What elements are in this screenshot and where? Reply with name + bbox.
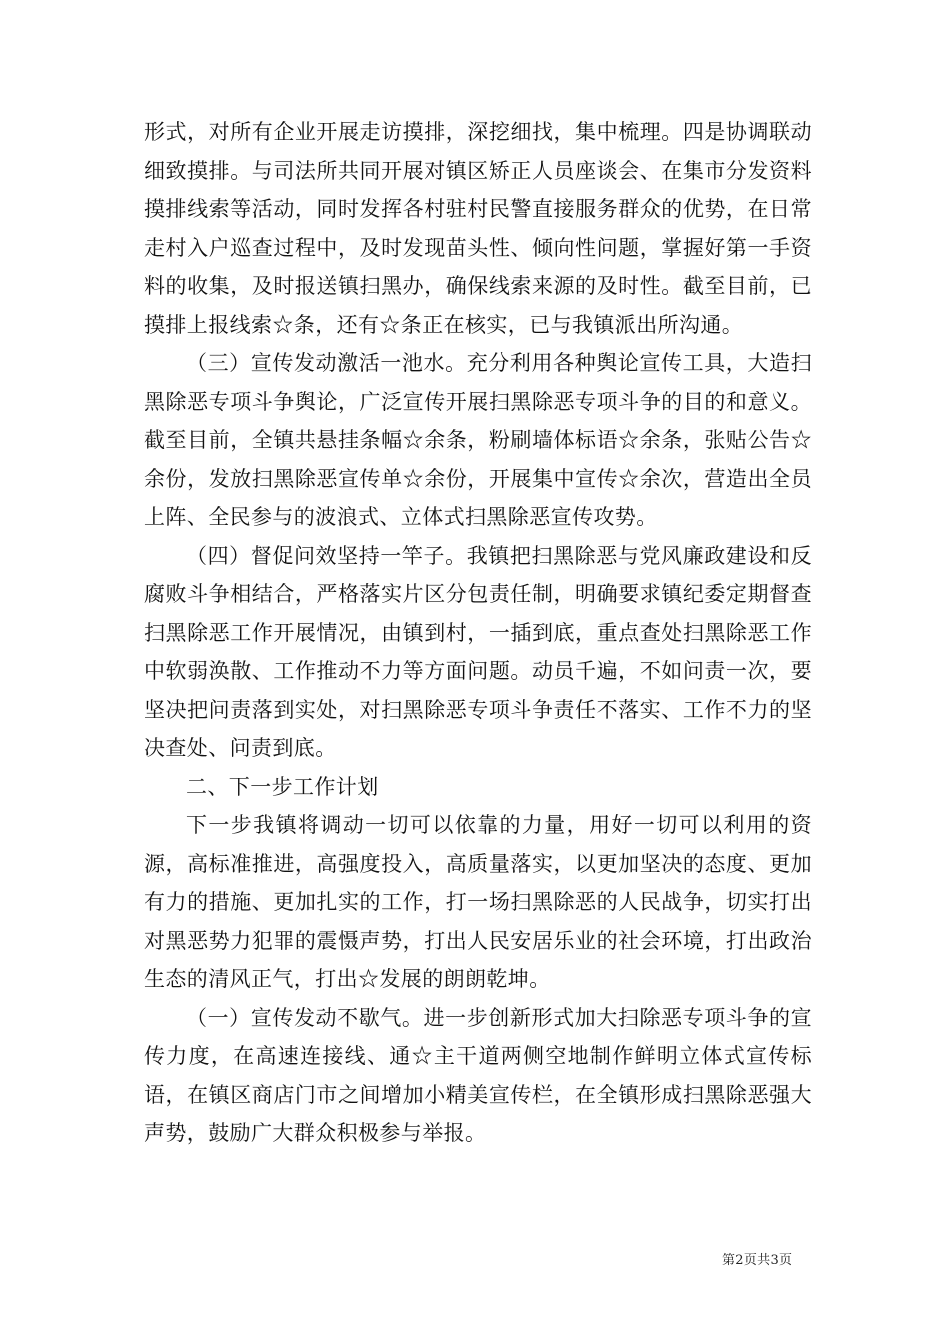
document-body — [144, 113, 812, 1153]
paragraph-publicity: （三）宣传发动激活一池水。充分利用各种舆论宣传工具，大造扫黑除恶专项斗争舆论，广泛宣传开展扫黑除恶专项斗争的目的和意义。截至目前，全镇共悬挂条幅☆余条，粉刷墙体标语☆余条，张贴公告☆余份，发放扫黑除恶宣传单☆余份，开展集中宣传☆余次，营造出全员上阵、全民参与的波浪式、立体式扫黑除恶宣传攻势。 — [144, 351, 812, 529]
paragraph-publicity-plan: （一）宣传发动不歇气。进一步创新形式加大扫除恶专项斗争的宣传力度，在高速连接线、通☆主干道两侧空地制作鲜明立体式宣传标语，在镇区商店门市之间增加小精美宣传栏，在全镇形成扫黑除恶强大声势，鼓励广大群众积极参与举报。 — [144, 1005, 812, 1145]
page-number: 第2页共3页 — [722, 1253, 793, 1268]
paragraph-supervision: （四）督促问效坚持一竿子。我镇把扫黑除恶与党风廉政建设和反腐败斗争相结合，严格落实片区分包责任制，明确要求镇纪委定期督查扫黑除恶工作开展情况，由镇到村，一插到底，重点查处扫黑除恶工作中软弱涣散、工作推动不力等方面问题。动员千遍，不如问责一次，要坚决把问责落到实处，对扫黑除恶专项斗争责任不落实、工作不力的坚决查处、问责到底。 — [144, 543, 812, 760]
section-heading-next-steps: 二、下一步工作计划 — [186, 774, 379, 799]
paragraph-investigation-cont: 形式，对所有企业开展走访摸排，深挖细找，集中梳理。四是协调联动细致摸排。与司法所共同开展对镇区矫正人员座谈会、在集市分发资料摸排线索等活动，同时发挥各村驻村民警直接服务群众的优势，在日常走村入户巡查过程中，及时发现苗头性、倾向性问题，掌握好第一手资料的收集，及时报送镇扫黑办，确保线索来源的及时性。截至目前，已摸排上报线索☆条，还有☆条正在核实，已与我镇派出所沟通。 — [144, 120, 812, 337]
paragraph-next-steps-intro: 下一步我镇将调动一切可以依靠的力量，用好一切可以利用的资源，高标准推进，高强度投入，高质量落实，以更加坚决的态度、更加有力的措施、更加扎实的工作，打一场扫黑除恶的人民战争，切实打出对黑恶势力犯罪的震慑声势，打出人民安居乐业的社会环境，打出政治生态的清风正气，打出☆发展的朗朗乾坤。 — [144, 813, 812, 991]
